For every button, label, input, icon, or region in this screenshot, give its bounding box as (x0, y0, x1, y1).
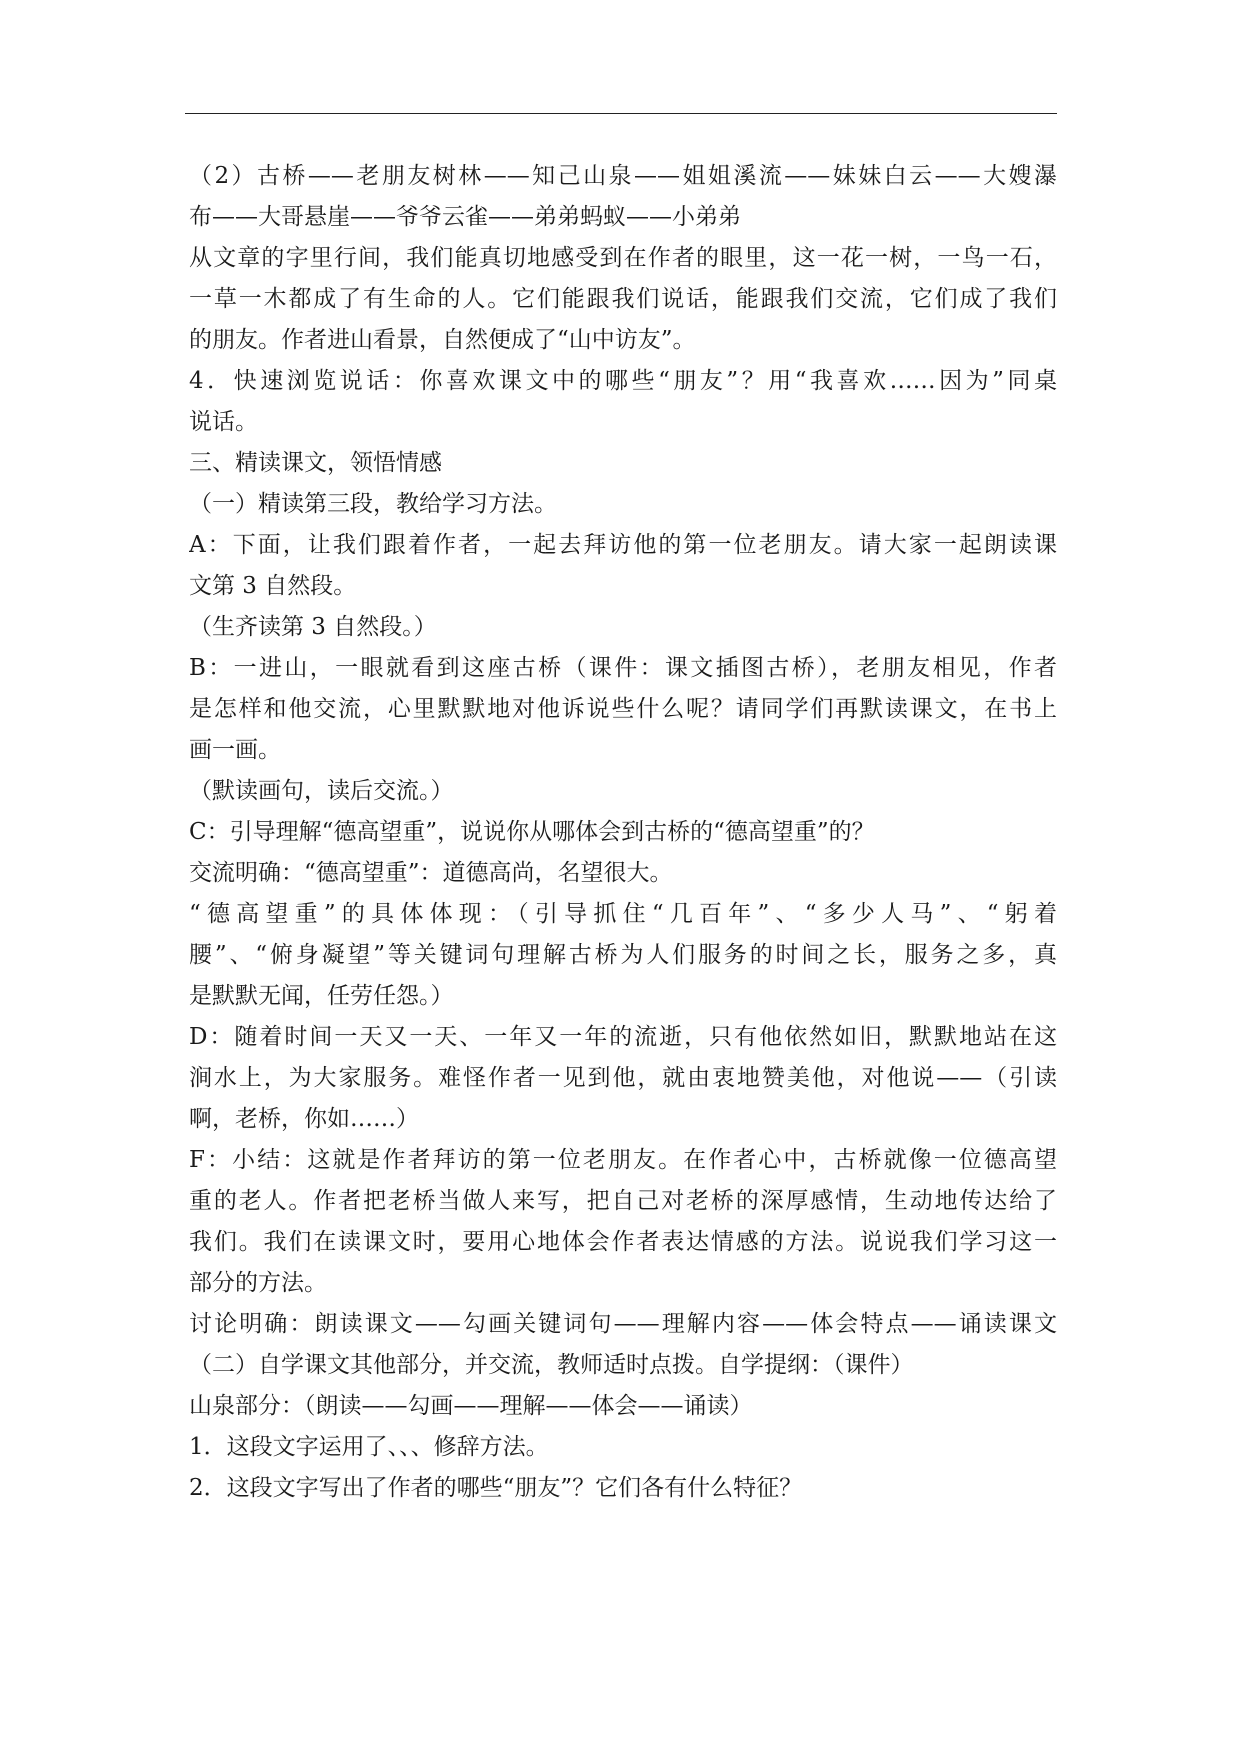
text-line: 是怎样和他交流，心里默默地对他诉说些什么呢？请同学们再默读课文，在书上 (189, 696, 1057, 722)
text-line: 三、精读课文，领悟情感 (189, 450, 442, 476)
text-line: 涧水上，为大家服务。难怪作者一见到他，就由衷地赞美他，对他说——（引读 (189, 1065, 1057, 1091)
text-line: A：下面，让我们跟着作者，一起去拜访他的第一位老朋友。请大家一起朗读课 (189, 532, 1057, 558)
text-line: 山泉部分：（朗读——勾画——理解——体会——诵读） (189, 1393, 753, 1419)
text-line: “德高望重”的具体体现：（引导抓住“几百年”、“多少人马”、“躬着 (189, 901, 1057, 927)
text-line: 啊，老桥，你如……） (189, 1106, 419, 1132)
text-line: （默读画句，读后交流。） (189, 778, 454, 804)
text-line: （生齐读第 3 自然段。） (189, 614, 437, 640)
text-line: 我们。我们在读课文时，要用心地体会作者表达情感的方法。说说我们学习这一 (189, 1229, 1057, 1255)
text-line: C：引导理解“德高望重”，说说你从哪体会到古桥的“德高望重”的？ (189, 819, 875, 845)
text-line: （二）自学课文其他部分，并交流，教师适时点拨。自学提纲：（课件） (189, 1352, 914, 1378)
text-line: 2．这段文字写出了作者的哪些“朋友”？它们各有什么特征？ (189, 1475, 803, 1501)
text-line: 是默默无闻，任劳任怨。） (189, 983, 454, 1009)
text-line: 文第 3 自然段。 (189, 573, 357, 599)
text-line: 交流明确：“德高望重”：道德高尚，名望很大。 (189, 860, 673, 886)
text-line: 一草一木都成了有生命的人。它们能跟我们说话，能跟我们交流，它们成了我们 (189, 286, 1057, 312)
text-line: 的朋友。作者进山看景，自然便成了“山中访友”。 (189, 327, 696, 353)
text-line: F：小结：这就是作者拜访的第一位老朋友。在作者心中，古桥就像一位德高望 (189, 1147, 1057, 1173)
text-line: （2）古桥——老朋友树林——知己山泉——姐姐溪流——妹妹白云——大嫂瀑 (189, 163, 1057, 189)
text-line: B：一进山，一眼就看到这座古桥（课件：课文插图古桥），老朋友相见，作者 (189, 655, 1057, 681)
text-line: 画一画。 (189, 737, 281, 763)
text-line: 腰”、“俯身凝望”等关键词句理解古桥为人们服务的时间之长，服务之多，真 (189, 942, 1057, 968)
text-line: D：随着时间一天又一天、一年又一年的流逝，只有他依然如旧，默默地站在这 (189, 1024, 1057, 1050)
text-line: 1．这段文字运用了、、、修辞方法。 (189, 1434, 549, 1460)
text-line: 部分的方法。 (189, 1270, 327, 1296)
text-line: （一）精读第三段，教给学习方法。 (189, 491, 557, 517)
text-line: 说话。 (189, 409, 258, 435)
header-rule (185, 113, 1057, 114)
document-body (189, 156, 1057, 1509)
text-line: 4．快速浏览说话：你喜欢课文中的哪些“朋友”？用“我喜欢……因为”同桌 (189, 368, 1057, 394)
text-line: 讨论明确：朗读课文——勾画关键词句——理解内容——体会特点——诵读课文 (189, 1311, 1057, 1337)
text-line: 布——大哥悬崖——爷爷云雀——弟弟蚂蚁——小弟弟 (189, 204, 741, 230)
text-line: 从文章的字里行间，我们能真切地感受到在作者的眼里，这一花一树，一鸟一石， (189, 245, 1057, 271)
text-line: 重的老人。作者把老桥当做人来写，把自己对老桥的深厚感情，生动地传达给了 (189, 1188, 1057, 1214)
